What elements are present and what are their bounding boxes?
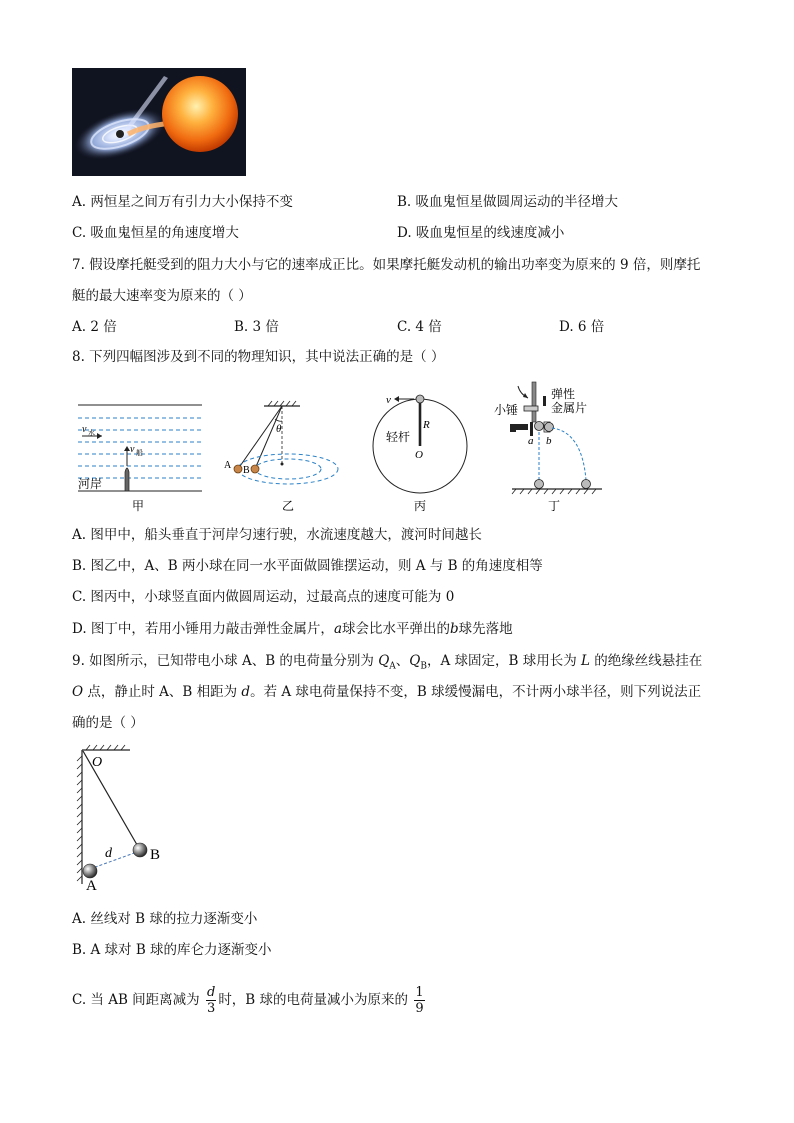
- spring-label-2: 金属片: [551, 401, 588, 415]
- q9-QA: Q: [378, 653, 390, 669]
- q9-text-b: ，A 球固定，B 球用长为: [427, 653, 582, 669]
- v-label: v: [386, 394, 391, 406]
- ball-b-label: b: [546, 435, 552, 447]
- q9-QB: Q: [409, 653, 421, 669]
- O-label: O: [415, 449, 423, 461]
- q9-O: O: [72, 684, 84, 700]
- q9-option-b[interactable]: B. A 球对 B 球的库仑力逐渐变小: [72, 942, 272, 958]
- q9-L: L: [581, 653, 591, 669]
- q6-option-b[interactable]: B. 吸血鬼恒星做圆周运动的半径增大: [397, 194, 619, 210]
- q7-stem-line1: 7. 假设摩托艇受到的阻力大小与它的速率成正比。如果摩托艇发动机的输出功率变为原来的 9 倍，则摩托: [72, 257, 701, 273]
- label-A: A: [224, 460, 232, 471]
- q7-option-b[interactable]: B. 3 倍: [234, 319, 279, 335]
- q9-QB-sub: B: [420, 661, 427, 672]
- v-water-label: v: [82, 424, 87, 435]
- caption-yi: 乙: [282, 499, 295, 513]
- rod-label: 轻杆: [386, 430, 411, 444]
- v-boat-sub: 船: [136, 449, 143, 457]
- q8-option-a[interactable]: A. 图甲中，船头垂直于河岸匀速行驶，水流速度越大，渡河时间越长: [72, 527, 482, 543]
- q7-option-c[interactable]: C. 4 倍: [397, 319, 442, 335]
- bank-label: 河岸: [78, 477, 103, 491]
- q8-option-d-a: a: [333, 621, 342, 637]
- q9-fig-O: O: [92, 755, 103, 770]
- q7-option-a[interactable]: A. 2 倍: [72, 319, 117, 335]
- q9-option-c[interactable]: [72, 985, 427, 1016]
- q9-fig-A: A: [86, 878, 97, 894]
- q9-sep: 、: [395, 653, 410, 669]
- q8-option-d-text3: 球先落地: [458, 621, 513, 637]
- figure-ding: [494, 376, 612, 514]
- q8-stem: 8. 下列四幅图涉及到不同的物理知识，其中说法正确的是（ ）: [72, 349, 445, 365]
- caption-jia: 甲: [132, 499, 145, 513]
- q8-option-d-b: b: [450, 621, 459, 637]
- q9-stem-line3: 确的是（ ）: [72, 715, 144, 731]
- q6-option-c[interactable]: C. 吸血鬼恒星的角速度增大: [72, 225, 239, 241]
- frac1-den: 3: [207, 1001, 216, 1016]
- frac2-num: 1: [415, 985, 424, 1000]
- q9-text-c: 的绝缘丝线悬挂在: [590, 653, 703, 669]
- q8-option-d-text2: 球会比水平弹出的: [342, 621, 450, 637]
- q9-option-a[interactable]: A. 丝线对 B 球的拉力逐渐变小: [72, 911, 258, 927]
- q7-stem-line2: 艇的最大速率变为原来的（ ）: [72, 288, 252, 304]
- caption-ding: 丁: [548, 499, 561, 513]
- binary-star-image: [72, 68, 246, 176]
- q8-option-b[interactable]: B. 图乙中，A、B 两小球在同一水平面做圆锥摆运动，则 A 与 B 的角速度相等: [72, 558, 543, 574]
- q9-stem-line1: [72, 652, 702, 676]
- q9-d: d: [241, 684, 251, 700]
- R-label: R: [423, 419, 430, 431]
- fraction-1-over-9: [414, 985, 424, 1016]
- q8-option-d-text1: D. 图丁中，若用小锤用力敲击弹性金属片，: [72, 621, 334, 637]
- q6-option-a[interactable]: A. 两恒星之间万有引力大小保持不变: [72, 194, 293, 210]
- q9-stem-line2: [72, 683, 701, 701]
- q9-text-d: 点，静止时 A、B 相距为: [83, 684, 242, 700]
- q9-text-a: 9. 如图所示，已知带电小球 A、B 的电荷量分别为: [72, 653, 379, 669]
- q9-text-e: 。若 A 球电荷量保持不变，B 球缓慢漏电，不计两小球半径，则下列说法正: [250, 684, 702, 700]
- theta-label: θ: [276, 423, 282, 435]
- frac1-num: d: [206, 985, 216, 1000]
- figure-jia: [78, 398, 206, 516]
- caption-bing: 丙: [414, 499, 427, 513]
- q9-option-c-text1: C. 当 AB 间距离减为: [72, 992, 200, 1008]
- figure-q9: [74, 744, 194, 894]
- q8-option-d[interactable]: [72, 620, 513, 638]
- hammer-label: 小锤: [494, 403, 519, 417]
- q9-fig-d: d: [105, 846, 112, 861]
- v-boat-label: v: [130, 444, 135, 455]
- q7-option-d[interactable]: D. 6 倍: [559, 319, 605, 335]
- figure-bing: [370, 390, 474, 516]
- q9-option-c-text2: 时，B 球的电荷量减小为原来的: [218, 992, 409, 1008]
- fraction-d-over-3: [206, 985, 216, 1016]
- label-B: B: [243, 465, 250, 476]
- q6-option-d[interactable]: D. 吸血鬼恒星的线速度减小: [397, 225, 565, 241]
- q9-fig-B: B: [150, 847, 161, 863]
- q9-QA-sub: A: [389, 661, 396, 672]
- frac2-den: 9: [415, 1001, 424, 1016]
- q8-option-c[interactable]: C. 图丙中，小球竖直面内做圆周运动，过最高点的速度可能为 0: [72, 589, 455, 605]
- v-water-sub: 水: [88, 429, 95, 437]
- spring-label-1: 弹性: [551, 387, 576, 401]
- ball-a-label: a: [528, 435, 534, 447]
- figure-yi: [224, 398, 360, 516]
